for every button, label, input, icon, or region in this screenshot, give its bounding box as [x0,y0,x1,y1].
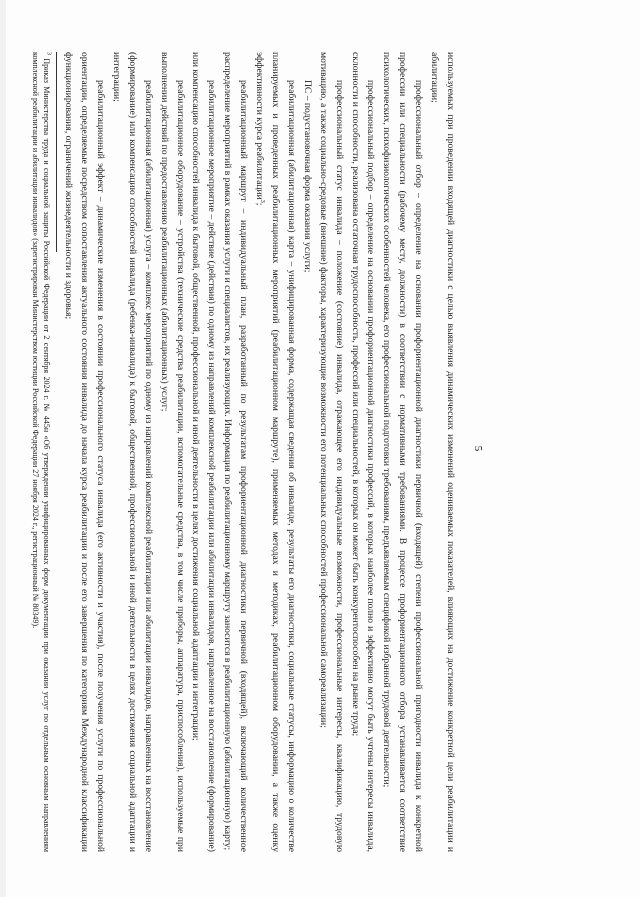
paragraph-text: профессиональный отбор – определение на основании профориентационной диагностики первичной (входящей) степени профессиональной пригодности инвалида к конкретной профессии или специальности (рабочему месту, должности) в соответствии с нормативными требованиями. В процессе профориентационного отбора устанавливается соответствие психологических, психофизиологических особенностей человека, его профессиональной подготовки требованиям, предъявляемым спецификой избранной трудовой деятельности; [381,52,425,852]
paragraph-text: ПС – подустановочная форма оказания услуги; [301,80,313,273]
paragraph-text: реабилитационная (абилитационная) карта – унифицированная форма, содержащая сведения об инвалиде, результаты его диагностики, социальные статусы, информацию о количестве планируемых и проведенных реабилитационных мероприятий (реабилитационном маршруте), применяемых методах и методиках, реабилитационном оборудовании, а также оценку эффективности курса реабилитации [254,52,297,852]
paragraph-text: реабилитационный маршрут – индивидуальный план, разработанный по результатам профориентационной диагностики первичной (входящей), включающий количественное распределение мероприятий в рамках оказания услуги и специалистов, их реализующих. Информация по реабилитационному маршруту заносится в реабилитационную (абилитационную) карту; [222,52,250,852]
paragraph [219,52,251,852]
footnote-text: Приказ Министерства труда и социальной защиты Российской Федерации от 2 сентября 2024 г. № 445н «Об утверждении унифицированных форм документации при оказании услуг по отдельным основным направлениям комплексной реабилитации и абилитации инвалидов» (зарегистрирован Министерством юстиции Российской Федерации 27 ноября 2024 г., регистрационный № 80349). [31,52,51,853]
footnote-reference: 3 [259,199,266,203]
paragraph-text: реабилитационное оборудование – устройства (технические средства реабилитации, вспомогательные средства, в том числе приборы, аппаратура, приспособления), используемые при выполнении действий по предоставлению реабилитационных (абилитационных) услуг; [158,52,186,852]
footnote-mark: 3 [45,52,52,55]
paragraph-text: реабилитационный эффект – динамические изменения в состоянии профессионального статуса инвалида (его активности и участия), после получения услуги по профессиональной ориентации, определяемые посредством сопоставления актуального состояния инвалида до начала курса реабилитации и после его завершения по категориям Международной классификации функционирования, ограничений жизнедеятельности и здоровья; [63,52,107,852]
paragraph-text: используемых при проведении входящей диагностики с целью выявления динамических изменений оцениваемых показателей, влияющих на достижение конкретной цели реабилитации и абилитации; [429,52,456,852]
paragraph [156,52,188,852]
document-body [60,52,458,852]
page-number: 5 [472,445,484,452]
paragraph-text: профессиональный подбор – определение на основании профориентационной диагностики профессий, в которых наиболее полно и эффективно могут быть учтены интересы инвалида, склонности и способности, реализована остаточная трудоспособность, профессий или специальностей, в которых он может быть конкурентоспособен на рынке труда; [349,52,377,852]
paragraph [315,52,347,852]
paragraph: реабилитационная (абилитационная) карта – унифицированная форма, содержащая сведения об инвалиде, результаты его диагностики, социальные статусы, информацию о количестве планируемых и проведенных реабилитационных мероприятий (реабилитационном маршруте), применяемых методах и методиках, реабилитационном оборудовании, а также оценку эффективности курса реабилитации$^3$; [254,52,297,852]
paragraph-text: профессиональный статус инвалида – положение (состояние) инвалида, отражающее его индивидуальные возможности, профессиональные интересы, квалификацию, трудовую мотивацию, а также социально-средовые (внешние) факторы, характеризующие возможности его потенциальных способностей профессиональной самореализации; [317,52,345,852]
paragraph [378,52,426,852]
paragraph [188,52,220,852]
paragraph [60,52,108,852]
footnote-separator [56,52,57,252]
paragraph [426,52,458,852]
paragraph [108,52,156,852]
paragraph [347,52,379,852]
footnote [30,52,52,852]
paragraph [299,52,315,852]
paragraph-text: реабилитационное мероприятие – действие (действия) по одному из направлений комплексной реабилитации или абилитации инвалидов, направленное на восстановление (формирование) или компенсацию способностей инвалида к бытовой, общественной, профессиональной и иной деятельности в целях достижения социальной адаптации и интеграции; [190,52,218,852]
paragraph-text: реабилитационная (абилитационная) услуга – комплекс мероприятий по одному из направлений комплексной реабилитации или абилитации инвалидов, направленных на восстановление (формирование) или компенсацию способностей инвалида (ребенка-инвалида) к бытовой, общественной, профессиональной и иной деятельности в целях достижения социальной адаптации и интеграции; [110,52,154,852]
